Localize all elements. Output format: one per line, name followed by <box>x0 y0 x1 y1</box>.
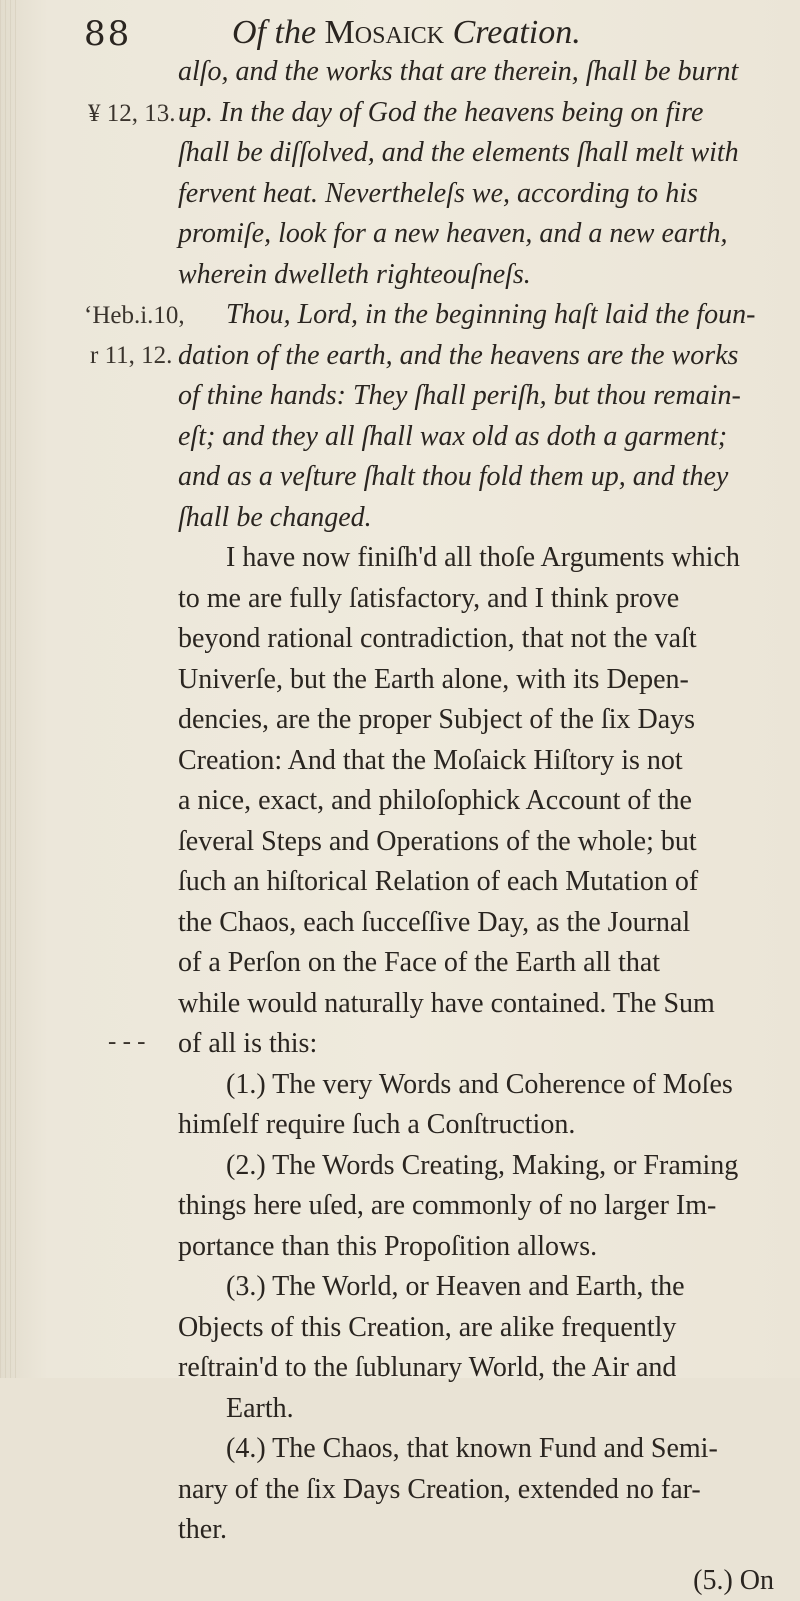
text-line: things here uſed, are commonly of no larger Im- <box>178 1186 782 1227</box>
text-line: the Chaos, each ſucceſſive Day, as the Journal <box>178 903 782 944</box>
text-line: and as a veſture ſhalt thou fold them up, and they <box>178 457 782 498</box>
text-line: a nice, exact, and philoſophick Account of the <box>178 781 782 822</box>
text-line: of thine hands: They ſhall periſh, but thou remain- <box>178 376 782 417</box>
margin-note-ref2: ‘Heb.i.10, <box>84 302 185 330</box>
text-line: ſhall be diſſolved, and the elements ſhall melt with <box>178 133 782 174</box>
title-end: Creation. <box>453 14 581 51</box>
text-line: dation of the earth, and the heavens are the works <box>178 336 782 377</box>
text-line: of all is this: <box>178 1024 782 1065</box>
text-line: ſeveral Steps and Operations of the whole; but <box>178 822 782 863</box>
text-line: ſhall be changed. <box>178 498 782 539</box>
page-number: 88 <box>84 14 131 54</box>
text-line: reſtrain'd to the ſublunary World, the Air and <box>178 1348 782 1389</box>
text-line: beyond rational contradiction, that not the vaſt <box>178 619 782 660</box>
text-line: promiſe, look for a new heaven, and a new earth, <box>178 214 782 255</box>
text-line: wherein dwelleth righteouſneſs. <box>178 255 782 296</box>
text-line: Thou, Lord, in the beginning haſt laid the foun- <box>178 295 782 336</box>
text-line: to me are fully ſatisfactory, and I think prove <box>178 579 782 620</box>
margin-note-ref1: ¥ 12, 13. <box>88 100 176 128</box>
text-line: (1.) The very Words and Coherence of Moſes <box>178 1065 782 1106</box>
text-line: dencies, are the proper Subject of the ſix Days <box>178 700 782 741</box>
text-line: I have now finiſh'd all thoſe Arguments which <box>178 538 782 579</box>
margin-note-mark: ‑ ‑ ‑ <box>108 1028 145 1056</box>
text-line: alſo, and the works that are therein, ſhall be burnt <box>178 52 782 93</box>
text-line: (2.) The Words Creating, Making, or Framing <box>178 1146 782 1187</box>
text-line: Earth. <box>178 1389 782 1430</box>
title-of: Of <box>232 14 266 51</box>
catchword: (5.) On <box>178 1561 782 1601</box>
text-line: Univerſe, but the Earth alone, with its Depen- <box>178 660 782 701</box>
title-the: the <box>275 14 317 51</box>
text-line: himſelf require ſuch a Conſtruction. <box>178 1105 782 1146</box>
text-line: while would naturally have contained. The Sum <box>178 984 782 1025</box>
page-edge <box>0 0 20 1378</box>
text-line: Creation: And that the Moſaick Hiſtory is not <box>178 741 782 782</box>
text-line: eſt; and they all ſhall wax old as doth a garment; <box>178 417 782 458</box>
margin-note-ref3: r 11, 12. <box>90 342 172 370</box>
text-line: nary of the ſix Days Creation, extended no far- <box>178 1470 782 1511</box>
text-line: fervent heat. Nevertheleſs we, according to his <box>178 174 782 215</box>
text-line: of a Perſon on the Face of the Earth all that <box>178 943 782 984</box>
text-line: Objects of this Creation, are alike frequently <box>178 1308 782 1349</box>
text-line: ſuch an hiſtorical Relation of each Mutation of <box>178 862 782 903</box>
text-line: portance than this Propoſition allows. <box>178 1227 782 1268</box>
text-line: up. In the day of God the heavens being on fire <box>178 93 782 134</box>
text-line: (4.) The Chaos, that known Fund and Semi- <box>178 1429 782 1470</box>
text-line: ther. <box>178 1510 782 1551</box>
text-line: (3.) The World, or Heaven and Earth, the <box>178 1267 782 1308</box>
title-main: Mosaick <box>325 14 445 51</box>
running-title <box>232 14 581 52</box>
body-text <box>178 52 782 1601</box>
